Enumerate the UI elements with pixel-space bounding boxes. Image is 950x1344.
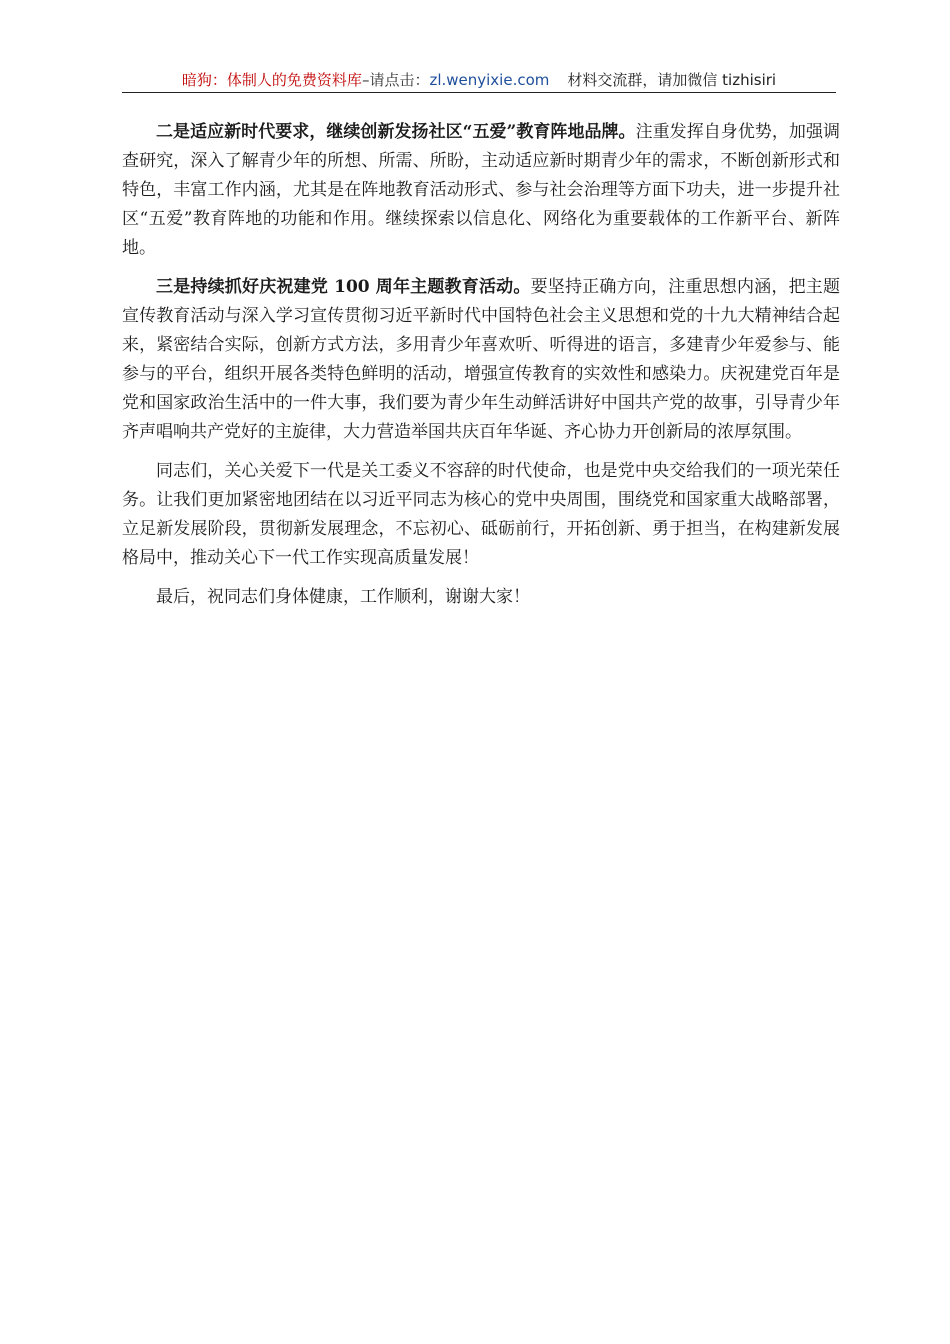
paragraph-closing: [122, 457, 840, 573]
paragraph-farewell: [122, 583, 840, 612]
paragraph-text: 最后，祝同志们身体健康，工作顺利，谢谢大家！: [156, 587, 530, 607]
header-contact: 材料交流群，请加微信 tizhisiri: [567, 71, 777, 89]
paragraph-text: 要坚持正确方向，注重思想内涵，把主题宣传教育活动与深入学习宣传贯彻习近平新时代中国特色社会主义思想和党的十九大精神结合起来，紧密结合实际，创新方式方法，多用青少年喜欢听、听得进的语言，多建青少年爱参与、能参与的平台，组织开展各类特色鲜明的活动，增强宣传教育的实效性和感染力。庆祝建党百年是党和国家政治生活中的一件大事，我们要为青少年生动鲜活讲好中国共产党的故事，引导青少年齐声唱响共产党好的主旋律，大力营造举国共庆百年华诞、齐心协力开创新局的浓厚氛围。: [122, 277, 840, 442]
header-brand: 暗狗：体制人的免费资料库: [181, 71, 362, 89]
paragraph-lead: 二是适应新时代要求，继续创新发扬社区“五爱”教育阵地品牌。: [156, 122, 636, 142]
paragraph-lead: 三是持续抓好庆祝建党 100 周年主题教育活动。: [156, 277, 531, 297]
document-body: [122, 118, 840, 622]
header-url-link[interactable]: zl.wenyixie.com: [429, 71, 550, 89]
paragraph-text: 注重发挥自身优势，加强调查研究，深入了解青少年的所想、所需、所盼，主动适应新时期青少年的需求，不断创新形式和特色，丰富工作内涵，尤其是在阵地教育活动形式、参与社会治理等方面下功夫，进一步提升社区“五爱”教育阵地的功能和作用。继续探索以信息化、网络化为重要载体的工作新平台、新阵地。: [122, 122, 841, 258]
paragraph-text: 同志们，关心关爱下一代是关工委义不容辞的时代使命，也是党中央交给我们的一项光荣任务。让我们更加紧密地团结在以习近平同志为核心的党中央周围，围绕党和国家重大战略部署，立足新发展阶段，贯彻新发展理念，不忘初心、砥砺前行，开拓创新、勇于担当，在构建新发展格局中，推动关心下一代工作实现高质量发展！: [122, 461, 840, 568]
header-link-prefix: –请点击：: [361, 71, 430, 89]
page-header: [122, 68, 836, 93]
paragraph-3: [122, 273, 840, 447]
paragraph-2: [122, 118, 840, 263]
